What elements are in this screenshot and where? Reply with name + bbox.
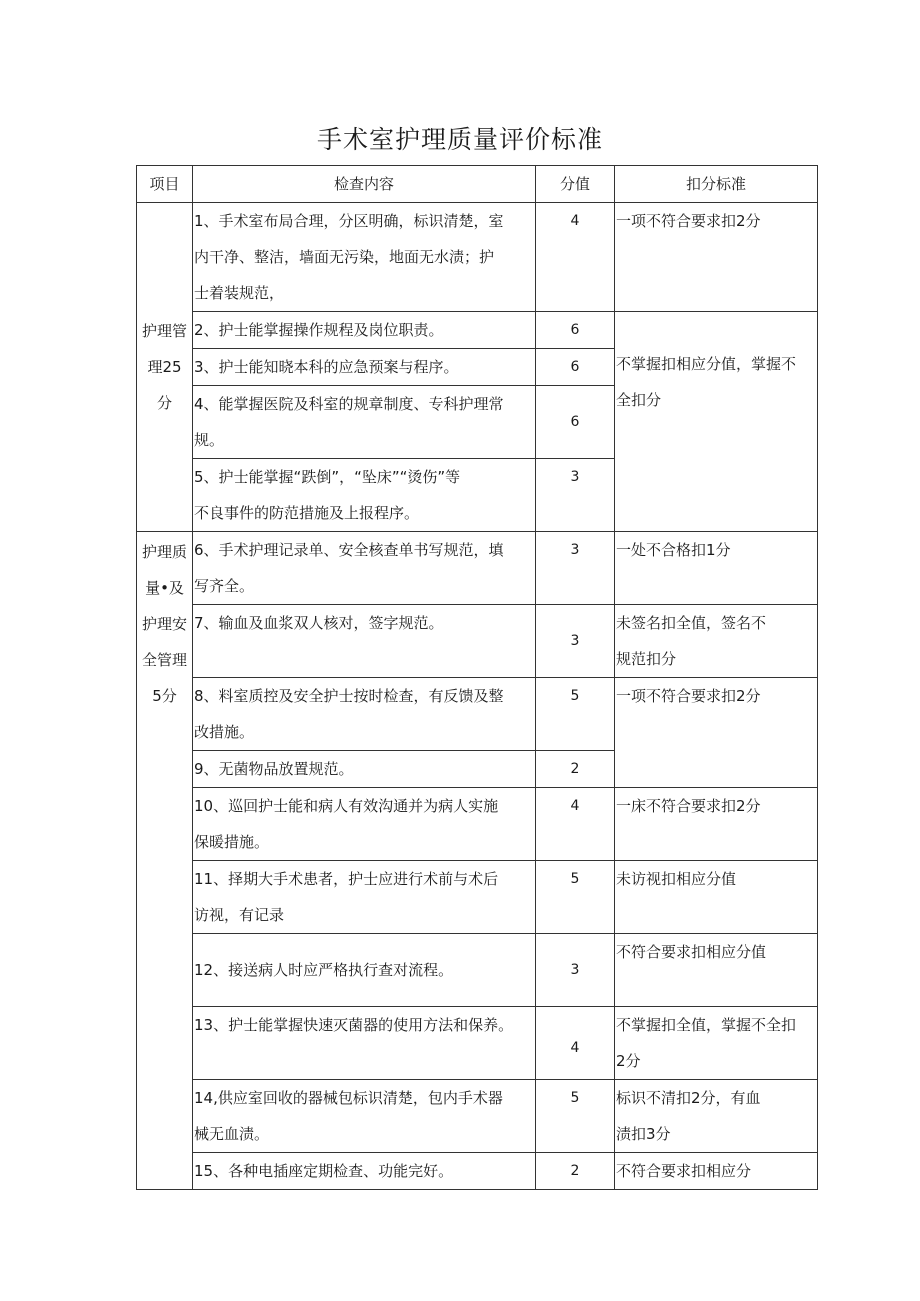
table-row <box>137 532 818 605</box>
row-content: 5、护士能掌握“跌倒”，“坠床”“烫伤”等 不良事件的防范措施及上报程序。 <box>193 459 536 532</box>
row-deduct: 不掌握扣相应分值，掌握不 全扣分 <box>615 312 818 532</box>
table-row <box>137 203 818 312</box>
row-content: 4、能掌握医院及科室的规章制度、专科护理常 规。 <box>193 386 536 459</box>
section-label-management: 护理管 理25 分 <box>137 203 193 532</box>
row-score: 3 <box>536 934 615 1007</box>
row-content: 9、无菌物品放置规范。 <box>193 751 536 788</box>
header-content: 检查内容 <box>193 166 536 203</box>
row-content: 10、巡回护士能和病人有效沟通并为病人实施 保暖措施。 <box>193 788 536 861</box>
evaluation-table <box>136 165 818 1190</box>
row-content: 11、择期大手术患者，护士应进行术前与术后 访视，有记录 <box>193 861 536 934</box>
table-row <box>137 934 818 1007</box>
row-deduct: 未签名扣全值，签名不 规范扣分 <box>615 605 818 678</box>
row-content: 13、护士能掌握快速灭菌器的使用方法和保养。 <box>193 1007 536 1080</box>
section-label-quality-safety: 护理质 量•及 护理安 全管理 5分 <box>137 532 193 1190</box>
table-row <box>137 788 818 861</box>
row-score: 5 <box>536 678 615 751</box>
table-row <box>137 1007 818 1080</box>
row-content: 15、各种电插座定期检查、功能完好。 <box>193 1153 536 1190</box>
row-deduct: 标识不清扣2分，有血 渍扣3分 <box>615 1080 818 1153</box>
row-score: 6 <box>536 386 615 459</box>
row-content: 14,供应室回收的器械包标识清楚，包内手术器 械无血渍。 <box>193 1080 536 1153</box>
header-project: 项目 <box>137 166 193 203</box>
table-row <box>137 678 818 751</box>
row-deduct: 未访视扣相应分值 <box>615 861 818 934</box>
row-deduct: 不符合要求扣相应分 <box>615 1153 818 1190</box>
row-score: 5 <box>536 861 615 934</box>
row-content: 2、护士能掌握操作规程及岗位职责。 <box>193 312 536 349</box>
row-score: 4 <box>536 1007 615 1080</box>
header-score: 分值 <box>536 166 615 203</box>
table-header-row <box>137 166 818 203</box>
row-score: 5 <box>536 1080 615 1153</box>
row-score: 2 <box>536 751 615 788</box>
row-deduct: 一项不符合要求扣2分 <box>615 678 818 788</box>
row-deduct: 不符合要求扣相应分值 <box>615 934 818 1007</box>
row-score: 4 <box>536 788 615 861</box>
row-deduct: 一处不合格扣1分 <box>615 532 818 605</box>
row-content: 7、输血及血浆双人核对，签字规范。 <box>193 605 536 678</box>
row-deduct: 一项不符合要求扣2分 <box>615 203 818 312</box>
row-content: 8、料室质控及安全护士按时检查，有反馈及整 改措施。 <box>193 678 536 751</box>
table-row <box>137 605 818 678</box>
table-row <box>137 1153 818 1190</box>
row-score: 2 <box>536 1153 615 1190</box>
header-deduct: 扣分标准 <box>615 166 818 203</box>
row-content: 12、接送病人时应严格执行查对流程。 <box>193 934 536 1007</box>
row-score: 6 <box>536 312 615 349</box>
row-content: 6、手术护理记录单、安全核查单书写规范，填 写齐全。 <box>193 532 536 605</box>
row-score: 3 <box>536 532 615 605</box>
table-row <box>137 1080 818 1153</box>
table-row <box>137 312 818 349</box>
row-score: 3 <box>536 459 615 532</box>
row-content: 1、手术室布局合理，分区明确，标识清楚，室 内干净、整洁，墙面无污染，地面无水渍；护 士着装规范， <box>193 203 536 312</box>
row-score: 3 <box>536 605 615 678</box>
page-title: 手术室护理质量评价标准 <box>316 125 603 154</box>
row-score: 4 <box>536 203 615 312</box>
row-deduct: 一床不符合要求扣2分 <box>615 788 818 861</box>
row-content: 3、护士能知晓本科的应急预案与程序。 <box>193 349 536 386</box>
row-score: 6 <box>536 349 615 386</box>
row-deduct: 不掌握扣全值，掌握不全扣 2分 <box>615 1007 818 1080</box>
table-row <box>137 861 818 934</box>
